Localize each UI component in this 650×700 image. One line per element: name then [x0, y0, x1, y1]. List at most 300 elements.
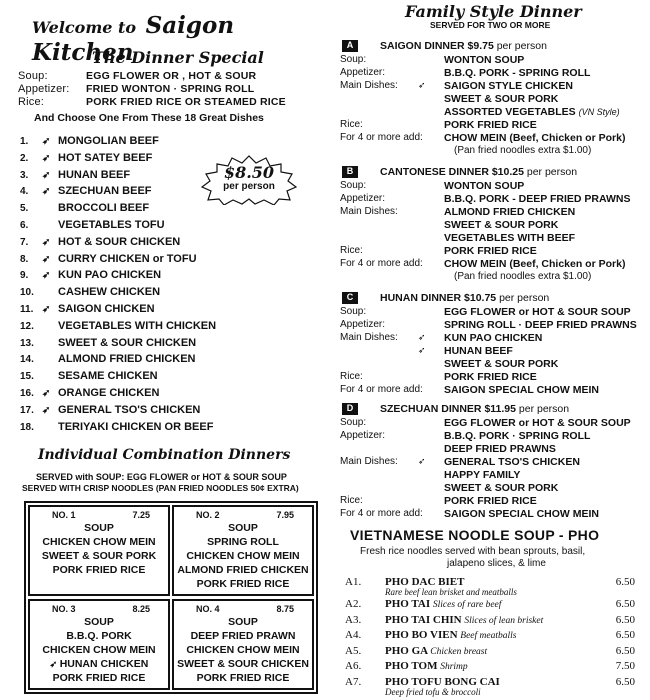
dish-number: 18.: [20, 421, 34, 433]
set-row: [340, 258, 640, 271]
pho-list: [345, 576, 645, 698]
chili-icon: ➶: [42, 152, 51, 164]
combo-price: 7.25: [132, 510, 150, 520]
dish-name: KUN PAO CHICKEN: [58, 269, 162, 282]
dish-name: SWEET & SOUR CHICKEN: [58, 336, 197, 349]
set-letter-badge: B: [342, 166, 358, 178]
row-label: Appetizer:: [340, 319, 386, 330]
dish-number: 5.: [20, 203, 29, 215]
combo-number: NO. 2: [196, 510, 220, 520]
row-label: Appetizer:: [340, 193, 386, 204]
combo-line: SOUP: [228, 522, 258, 534]
set-row: [340, 54, 640, 67]
dish-item: [20, 404, 216, 421]
combo-line: CHICKEN CHOW MEIN: [42, 536, 156, 548]
special-appetizer: [18, 83, 254, 95]
row-value: [444, 80, 573, 92]
pho-name: [385, 629, 516, 641]
dish-number: 8.: [20, 253, 29, 265]
family-set-c: [340, 292, 640, 397]
row-label: For 4 or more add:: [340, 384, 423, 395]
combo-line: CHICKEN CHOW MEIN: [186, 550, 300, 562]
pho-code: A5.: [345, 644, 362, 657]
chili-icon: ➶: [42, 387, 51, 399]
set-letter-badge: D: [342, 403, 358, 415]
row-value-text: CHOW MEIN (Beef, Chicken or Pork): [444, 258, 626, 270]
family-set-d: [340, 403, 640, 521]
combo-line: SOUP: [84, 616, 114, 628]
row-value-text: SAIGON SPECIAL CHOW MEIN: [444, 384, 599, 396]
set-row: [340, 106, 640, 119]
pho-subtitle-2: jalapeno slices, & lime: [447, 558, 546, 569]
row-value-text: PORK FRIED RICE: [444, 495, 537, 507]
set-row: [340, 80, 640, 93]
set-row: [340, 232, 640, 245]
pho-item: [345, 576, 645, 598]
row-value: [444, 319, 637, 331]
set-row: [340, 371, 640, 384]
chili-icon: ➶: [418, 80, 426, 90]
set-row: [340, 219, 640, 232]
dish-item: [20, 303, 216, 320]
combination-box-1: [28, 505, 170, 596]
set-row: [340, 132, 640, 145]
set-name: SZECHUAN DINNER: [380, 403, 482, 415]
pho-description: Deep fried tofu & broccoli: [385, 686, 481, 697]
soup-label: Soup:: [18, 70, 48, 82]
dish-number: 9.: [20, 270, 29, 282]
combo-price: 8.25: [132, 604, 150, 614]
set-row: [340, 495, 640, 508]
row-label: For 4 or more add:: [340, 258, 423, 269]
set-name: CANTONESE DINNER: [380, 166, 489, 178]
row-label: Rice:: [340, 119, 363, 130]
row-value: [444, 106, 620, 118]
pho-item: [345, 598, 645, 614]
row-note: (VN Style): [578, 107, 620, 117]
pho-description: Shrimp: [440, 662, 468, 672]
pho-subtitle-1: Fresh rice noodles served with bean sprouts, basil,: [360, 546, 586, 557]
dish-number: 17.: [20, 404, 34, 416]
set-row: [340, 245, 640, 258]
row-value-text: EGG FLOWER or HOT & SOUR SOUP: [444, 306, 631, 318]
dish-item: [20, 320, 216, 337]
set-row: [340, 430, 640, 443]
dish-number: 15.: [20, 371, 34, 383]
combination-served-soup: SERVED with SOUP: EGG FLOWER or HOT & SOUR SOUP: [36, 472, 287, 482]
chili-icon: ➶: [42, 169, 51, 181]
pho-name-text: PHO TAI: [385, 598, 431, 610]
pho-description: Slices of lean brisket: [464, 615, 544, 626]
combo-line: SWEET & SOUR PORK: [41, 550, 157, 562]
set-extra-note: (Pan fried noodles extra $1.00): [454, 271, 592, 282]
pho-name-text: PHO TAI CHIN: [385, 613, 462, 626]
combination-box-2: [172, 505, 314, 596]
family-set-header: [340, 166, 640, 180]
row-value-text: SWEET & SOUR PORK: [444, 219, 559, 231]
row-value: [444, 93, 558, 105]
set-row: [340, 180, 640, 193]
dish-number: 14.: [20, 354, 34, 366]
combo-line: SWEET & SOUR CHICKEN: [177, 658, 309, 670]
row-value: [444, 430, 590, 442]
dish-name: SAIGON CHICKEN: [58, 302, 155, 315]
combo-line: SPRING ROLL: [207, 536, 279, 548]
dish-item: [20, 202, 216, 219]
row-label: Main Dishes:: [340, 206, 398, 217]
set-name: SAIGON DINNER: [380, 40, 465, 52]
set-row: [340, 332, 640, 345]
combo-line: B.B.Q. PORK: [66, 630, 132, 642]
combo-line: PORK FRIED RICE: [52, 564, 146, 576]
pho-description: Rare beef lean brisket and meatballs: [385, 587, 517, 597]
pho-price: 6.50: [615, 644, 635, 657]
row-label: Soup:: [340, 54, 367, 65]
row-value-text: ASSORTED VEGETABLES: [444, 106, 576, 118]
set-row: [340, 67, 640, 80]
appetizer-label: Appetizer:: [18, 83, 70, 95]
combination-box-3: [28, 599, 170, 690]
pho-name: [385, 645, 487, 657]
dish-name: VEGETABLES TOFU: [58, 218, 165, 231]
row-value-text: SPRING ROLL · DEEP FRIED PRAWNS: [444, 319, 637, 331]
row-value-text: PORK FRIED RICE: [444, 371, 537, 383]
row-value: [444, 206, 575, 218]
rice-value: PORK FRIED RICE OR STEAMED RICE: [86, 96, 286, 108]
chili-icon: ➶: [418, 456, 426, 466]
welcome-text: Welcome to: [32, 18, 137, 37]
family-set-header: [340, 292, 640, 306]
set-row: [340, 469, 640, 482]
row-label: Rice:: [340, 495, 363, 506]
dish-item: [20, 219, 216, 236]
family-set-a: [340, 40, 640, 158]
row-value-text: DEEP FRIED PRAWNS: [444, 443, 556, 455]
row-label: Soup:: [340, 306, 367, 317]
row-label: Rice:: [340, 371, 363, 382]
row-value-text: ALMOND FRIED CHICKEN: [444, 206, 576, 218]
pho-name-text: PHO TOFU BONG CAI: [385, 675, 500, 688]
chili-icon: ➶: [42, 404, 51, 416]
row-value-text: EGG FLOWER or HOT & SOUR SOUP: [444, 417, 631, 429]
row-value-text: B.B.Q. PORK - SPRING ROLL: [444, 67, 591, 79]
row-label: Soup:: [340, 180, 367, 191]
row-value: [444, 306, 631, 318]
pho-price: 6.50: [615, 675, 635, 688]
restaurant-name: Saigon Kitchen: [32, 12, 235, 66]
row-value-text: SWEET & SOUR PORK: [444, 358, 559, 370]
row-label: For 4 or more add:: [340, 132, 423, 143]
row-value: [444, 219, 558, 231]
pho-item: [345, 614, 645, 630]
row-value: [444, 54, 524, 66]
chili-icon: ➶: [42, 303, 51, 315]
row-value: [444, 456, 580, 468]
set-letter-badge: C: [342, 292, 358, 304]
row-label: Appetizer:: [340, 430, 386, 441]
pho-name-text: PHO GA: [385, 644, 428, 657]
set-row: [340, 345, 640, 358]
pho-code: A3.: [345, 613, 362, 626]
chili-icon: ➶: [418, 345, 426, 355]
price-amount: $8.50: [223, 163, 275, 182]
row-value-text: PORK FRIED RICE: [444, 119, 537, 131]
dish-number: 6.: [20, 219, 29, 231]
row-value-text: SAIGON SPECIAL CHOW MEIN: [444, 508, 599, 520]
price-badge: [200, 155, 298, 205]
dish-item: [20, 370, 216, 387]
pho-price: 6.50: [615, 613, 635, 626]
set-name: HUNAN DINNER: [380, 292, 462, 304]
set-row: [340, 358, 640, 371]
dinner-special-title: The Dinner Special: [92, 48, 264, 67]
family-set-b: [340, 166, 640, 284]
dish-number: 2.: [20, 152, 29, 164]
dish-name: CASHEW CHICKEN: [58, 286, 161, 299]
family-subtitle: SERVED FOR TWO OR MORE: [430, 20, 551, 30]
row-value: [444, 193, 631, 205]
combo-line: SOUP: [228, 616, 258, 628]
set-row: [340, 206, 640, 219]
row-value: [444, 482, 558, 494]
row-value: [444, 371, 537, 383]
chili-icon: ➶: [42, 136, 51, 147]
row-value: [444, 358, 558, 370]
pho-code: A6.: [345, 660, 362, 672]
set-price-unit: per person: [518, 403, 570, 415]
set-extra-note: (Pan fried noodles extra $1.00): [454, 145, 592, 156]
set-price: $10.25: [491, 166, 524, 178]
row-value: [444, 180, 524, 192]
row-label: Soup:: [340, 417, 367, 428]
row-value: [444, 508, 599, 520]
combination-grid: [24, 501, 318, 694]
combo-line: ALMOND FRIED CHICKEN: [177, 564, 309, 576]
dish-number: 3.: [20, 169, 29, 181]
dish-item: [20, 421, 216, 438]
pho-name-text: PHO TOM: [385, 660, 438, 672]
set-price-unit: per person: [526, 166, 578, 178]
row-value-text: B.B.Q. PORK · SPRING ROLL: [444, 430, 591, 442]
row-value: [444, 67, 590, 79]
pho-title: VIETNAMESE NOODLE SOUP - PHO: [350, 527, 600, 543]
combo-line: CHICKEN CHOW MEIN: [186, 644, 300, 656]
set-row: [340, 319, 640, 332]
pho-code: A2.: [345, 598, 362, 610]
combo-number: NO. 3: [52, 604, 76, 614]
dish-number: 1.: [20, 136, 29, 147]
set-row: [340, 482, 640, 495]
row-label: Main Dishes:: [340, 332, 398, 343]
chili-icon: ➶: [42, 270, 51, 282]
set-letter-badge: A: [342, 40, 358, 52]
row-value: [444, 232, 575, 244]
chili-icon: ➶: [49, 659, 60, 669]
row-value: [444, 258, 625, 270]
row-value-text: WONTON SOUP: [444, 180, 525, 192]
combo-line: DEEP FRIED PRAWN: [190, 630, 296, 642]
dish-number: 4.: [20, 186, 29, 198]
family-set-header: [340, 403, 640, 417]
chili-icon: ➶: [42, 253, 51, 265]
combination-title: Individual Combination Dinners: [38, 447, 291, 463]
row-value-text: WONTON SOUP: [444, 54, 525, 66]
dish-name: GENERAL TSO'S CHICKEN: [58, 403, 201, 416]
set-price: $10.75: [464, 292, 497, 304]
pho-price: 7.50: [615, 660, 635, 672]
dish-number: 11.: [20, 303, 34, 315]
appetizer-value: FRIED WONTON · SPRING ROLL: [86, 83, 255, 95]
dish-name: MONGOLIAN BEEF: [58, 135, 159, 147]
pho-name-text: PHO DAC BIET: [385, 576, 465, 588]
row-value: [444, 345, 513, 357]
dish-number: 10.: [20, 287, 34, 299]
combo-price: 7.95: [276, 510, 294, 520]
combo-line: PORK FRIED RICE: [196, 672, 290, 684]
dish-item: [20, 135, 216, 152]
set-price-unit: per person: [496, 40, 547, 52]
chili-icon: ➶: [42, 186, 51, 198]
row-value-text: VEGETABLES WITH BEEF: [444, 232, 576, 244]
combination-served-noodles: SERVED WITH CRISP NOODLES (PAN FRIED NOODLES 50¢ EXTRA): [22, 483, 299, 493]
dish-name: TERIYAKI CHICKEN OR BEEF: [58, 420, 214, 433]
row-value-text: CHOW MEIN (Beef, Chicken or Pork): [444, 132, 626, 144]
pho-description: Chicken breast: [430, 646, 488, 657]
dish-item: [20, 337, 216, 354]
combo-number: NO. 1: [52, 510, 76, 520]
dish-name: HOT SATEY BEEF: [58, 151, 153, 164]
special-rice: [18, 96, 286, 108]
pho-price: 6.50: [615, 629, 635, 641]
pho-name-text: PHO BO VIEN: [385, 629, 458, 641]
set-row: [340, 193, 640, 206]
pho-code: A7.: [345, 675, 362, 688]
combo-number: NO. 4: [196, 604, 220, 614]
row-label: For 4 or more add:: [340, 508, 423, 519]
row-label: Main Dishes:: [340, 80, 398, 91]
row-value: [444, 119, 537, 131]
row-value-text: SWEET & SOUR PORK: [444, 93, 559, 105]
row-value-text: SAIGON STYLE CHICKEN: [444, 80, 573, 92]
combo-price: 8.75: [276, 604, 294, 614]
dish-name: VEGETABLES WITH CHICKEN: [58, 319, 217, 332]
set-row: [340, 384, 640, 397]
row-value-text: KUN PAO CHICKEN: [444, 332, 543, 344]
row-value-text: SWEET & SOUR PORK: [444, 482, 559, 494]
dish-item: [20, 185, 216, 202]
row-label: Rice:: [340, 245, 363, 256]
combo-line: SOUP: [84, 522, 114, 534]
row-value: [444, 417, 631, 429]
dish-item: [20, 152, 216, 169]
row-value-text: B.B.Q. PORK - DEEP FRIED PRAWNS: [444, 193, 631, 205]
pho-item: [345, 629, 645, 645]
set-row: [340, 417, 640, 430]
dish-name: ORANGE CHICKEN: [58, 386, 160, 399]
set-price: $9.75: [467, 40, 494, 52]
family-set-header: [340, 40, 640, 54]
row-label: Appetizer:: [340, 67, 386, 78]
combo-line: CHICKEN CHOW MEIN: [42, 644, 156, 656]
set-row: [340, 306, 640, 319]
combination-box-4: [172, 599, 314, 690]
chili-icon: ➶: [418, 332, 426, 342]
dish-list: [20, 135, 216, 437]
pho-item: [345, 660, 645, 676]
special-soup: [18, 70, 256, 82]
dish-item: [20, 286, 216, 303]
set-price: $11.95: [484, 403, 516, 415]
set-price-unit: per person: [499, 292, 550, 304]
dish-number: 7.: [20, 236, 29, 248]
dish-number: 16.: [20, 387, 34, 399]
dish-item: [20, 269, 216, 286]
set-row: [340, 93, 640, 106]
row-value-text: GENERAL TSO'S CHICKEN: [444, 456, 580, 468]
row-value-text: HAPPY FAMILY: [444, 469, 521, 481]
dish-name: HOT & SOUR CHICKEN: [58, 235, 181, 248]
dish-number: 12.: [20, 320, 34, 332]
row-value-text: HUNAN BEEF: [444, 345, 513, 357]
row-value: [444, 132, 625, 144]
set-row: [340, 443, 640, 456]
chili-icon: ➶: [42, 236, 51, 248]
row-label: Main Dishes:: [340, 456, 398, 467]
combo-line-spicy: [30, 657, 168, 671]
soup-value: EGG FLOWER OR , HOT & SOUR: [86, 70, 257, 82]
dish-name: SZECHUAN BEEF: [58, 185, 152, 198]
pho-description: Beef meatballs: [460, 631, 517, 641]
dish-name: CURRY CHICKEN or TOFU: [58, 252, 197, 265]
pho-name: [385, 614, 543, 626]
row-value: [444, 495, 537, 507]
pho-price: 6.50: [615, 576, 635, 588]
combo-line: HUNAN CHICKEN: [59, 658, 149, 670]
rice-label: Rice:: [18, 96, 45, 108]
pho-name: [385, 598, 501, 610]
pho-name: [385, 660, 468, 672]
dish-name: ALMOND FRIED CHICKEN: [58, 353, 196, 366]
pho-item: [345, 676, 645, 698]
row-value: [444, 332, 542, 344]
pho-description: Slices of rare beef: [432, 600, 502, 610]
choose-text: And Choose One From These 18 Great Dishes: [34, 112, 264, 124]
row-value: [444, 469, 520, 481]
set-row: [340, 456, 640, 469]
pho-price: 6.50: [615, 598, 635, 610]
dish-item: [20, 253, 216, 270]
pho-code: A4.: [345, 629, 362, 641]
dish-name: HUNAN BEEF: [58, 168, 131, 181]
dish-name: BROCCOLI BEEF: [58, 202, 150, 215]
dish-item: [20, 353, 216, 370]
pho-code: A1.: [345, 576, 362, 588]
dish-name: SESAME CHICKEN: [58, 370, 158, 383]
pho-item: [345, 645, 645, 661]
row-value-text: PORK FRIED RICE: [444, 245, 537, 257]
set-row: [340, 508, 640, 521]
row-value: [444, 245, 537, 257]
set-row: [340, 119, 640, 132]
dish-item: [20, 169, 216, 186]
combo-line: PORK FRIED RICE: [52, 672, 146, 684]
row-value: [444, 443, 556, 455]
combo-line: PORK FRIED RICE: [196, 578, 290, 590]
dish-item: [20, 387, 216, 404]
row-value: [444, 384, 599, 396]
dish-item: [20, 236, 216, 253]
dish-number: 13.: [20, 337, 34, 349]
